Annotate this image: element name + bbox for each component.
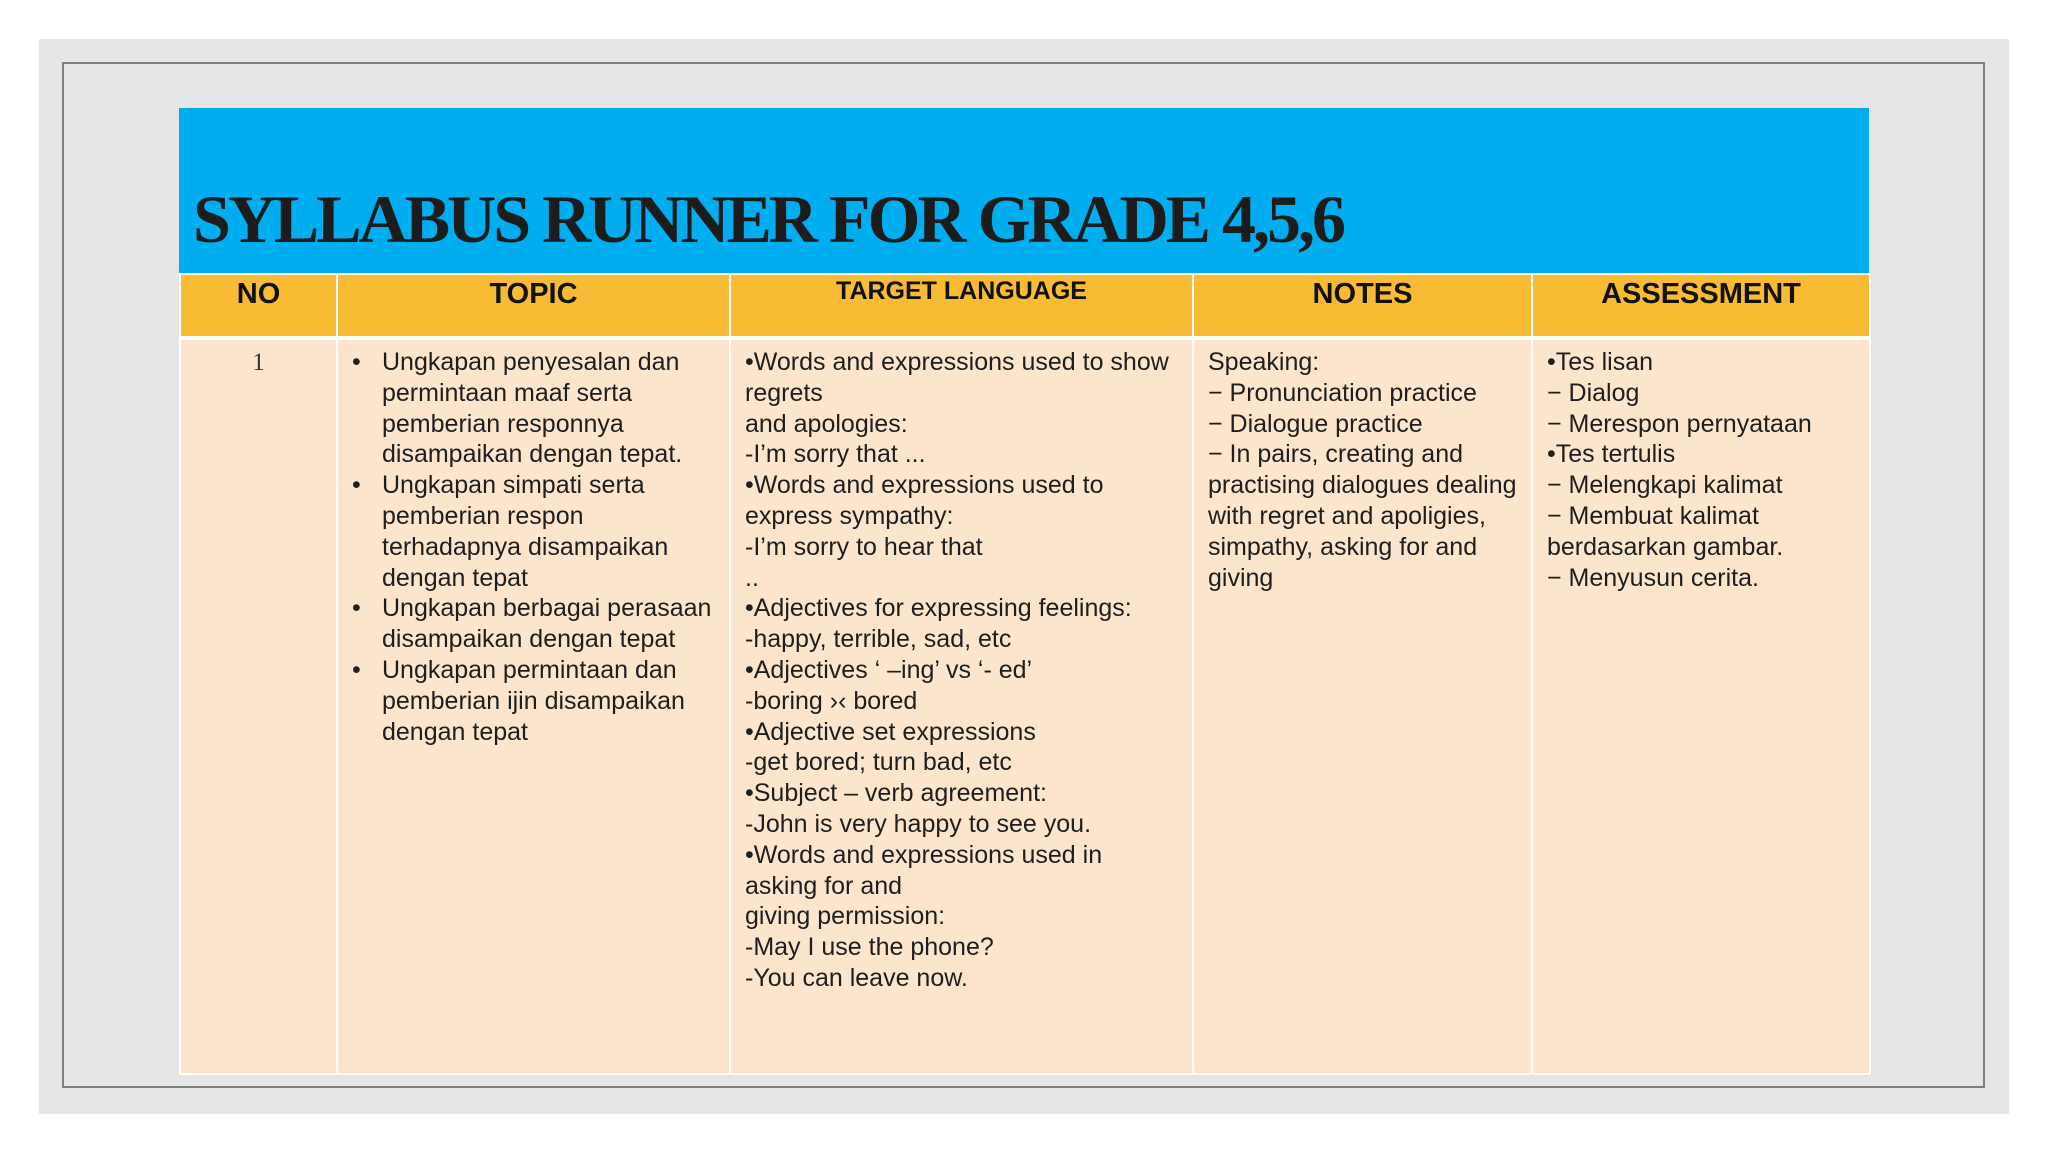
cell-no [180,338,337,1074]
target-language-line: -You can leave now. [745,963,968,992]
target-language-line: -I’m sorry that ... [745,440,926,469]
target-language-line: -happy, terrible, sad, etc [745,625,1012,654]
target-language-line: -boring ›‹ bored [745,686,918,715]
topic-list [338,340,729,747]
header-assessment: ASSESSMENT [1532,274,1870,338]
target-language-line: •Words and expressions used in asking for and [745,840,1110,900]
target-language-line: •Words and expressions used to express sympathy: [745,471,1111,530]
notes-line: − Pronunciation practice [1208,378,1477,407]
topic-item: • Ungkapan penyesalan dan permintaan maaf serta pemberian responnya disampaikan dengan tepat. [382,347,729,470]
assessment-line: •Tes lisan [1547,348,1654,376]
row-number: 1 [252,349,265,376]
target-language-line: -I’m sorry to hear that [745,532,983,561]
notes-line: − Dialogue practice [1208,409,1423,438]
target-language-line: •Words and expressions used to show regrets [745,348,1176,407]
assessment-line: − Merespon pernyataan [1547,409,1812,438]
target-language-line: •Adjectives for expressing feelings: [745,594,1132,623]
assessment-line: − Melengkapi kalimat [1547,471,1783,500]
notes-line: − In pairs, creating and practising dialogues dealing with regret and apoligies, simpathy, asking for and giving [1208,440,1524,592]
target-language-line: giving permission: [745,902,946,931]
assessment-line: − Dialog [1547,378,1640,407]
target-language-line: -get bored; turn bad, etc [745,748,1012,777]
assessment-line: − Menyusun cerita. [1547,563,1759,592]
target-language-line: -John is very happy to see you. [745,809,1092,838]
assessment-line: − Membuat kalimat berdasarkan gambar. [1547,501,1784,561]
notes-line: Speaking: [1208,348,1320,376]
table-row [180,338,1870,1074]
assessment-list [1533,340,1869,593]
header-target-language: TARGET LANGUAGE [730,274,1193,338]
notes-list [1194,340,1531,593]
target-language-line: and apologies: [745,409,908,438]
target-language-line: •Adjective set expressions [745,717,1036,746]
target-language-line: •Adjectives ‘ –ing’ vs ‘- ed’ [745,655,1033,684]
cell-notes [1193,338,1532,1074]
table-header-row [180,274,1870,338]
target-language-line: •Subject – verb agreement: [745,779,1047,808]
topic-item: • Ungkapan berbagai perasaan disampaikan dengan tepat [382,593,729,655]
cell-assessment [1532,338,1870,1074]
header-notes: NOTES [1193,274,1532,338]
header-topic: TOPIC [337,274,730,338]
cell-topic [337,338,730,1074]
header-no: NO [180,274,337,338]
target-language-line: -May I use the phone? [745,933,994,962]
target-language-line: .. [745,563,759,592]
syllabus-table [179,273,1871,1075]
target-language-list [731,340,1192,994]
topic-item: • Ungkapan simpati serta pemberian respon terhadapnya disampaikan dengan tepat [382,470,729,593]
assessment-line: •Tes tertulis [1547,440,1676,469]
cell-target-language [730,338,1193,1074]
slide-title: SYLLABUS RUNNER FOR GRADE 4,5,6 [193,181,1344,257]
topic-item: • Ungkapan permintaan dan pemberian ijin disampaikan dengan tepat [382,655,729,747]
